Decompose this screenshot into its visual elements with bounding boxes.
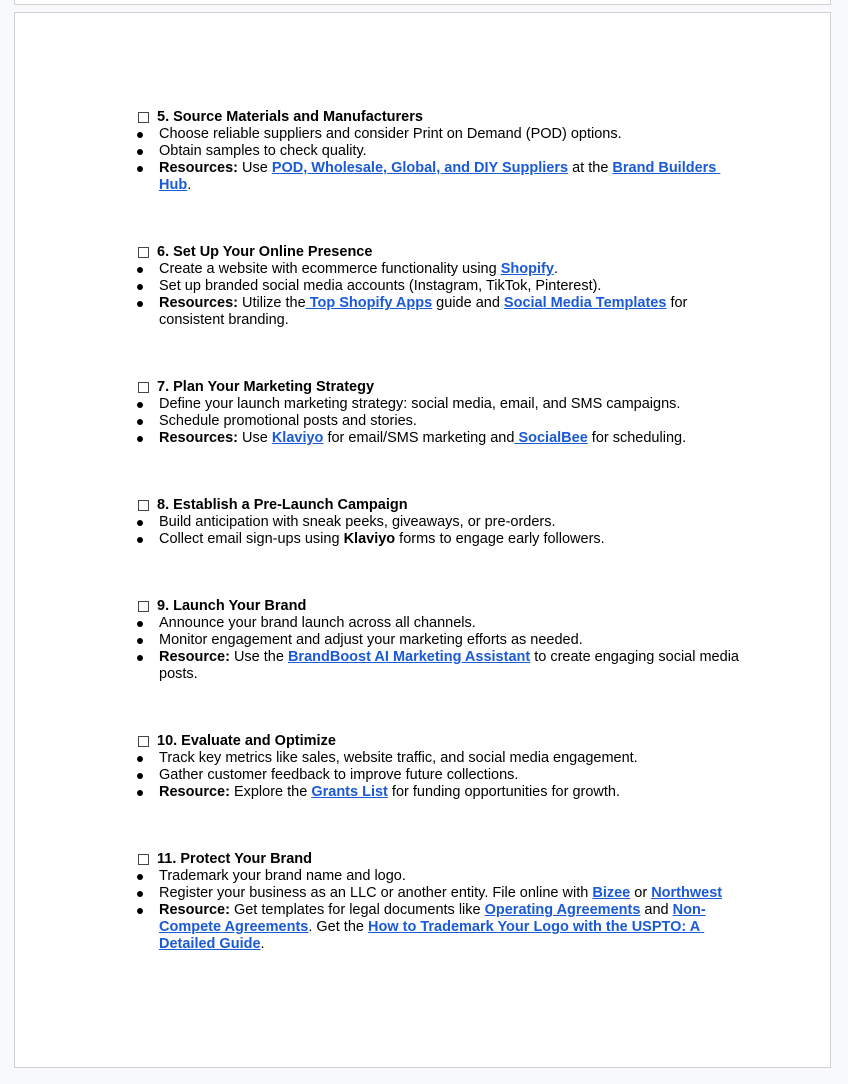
bullet-list bbox=[138, 615, 740, 683]
previous-page-bottom-edge bbox=[14, 0, 831, 5]
bullet-text bbox=[159, 902, 706, 952]
text-segment: or bbox=[630, 885, 652, 901]
bullet-item bbox=[138, 160, 740, 194]
checkbox-icon[interactable] bbox=[138, 854, 149, 865]
bullet-text bbox=[159, 649, 739, 682]
checklist-section bbox=[138, 851, 740, 953]
bullet-text bbox=[159, 514, 556, 530]
bullet-item bbox=[138, 295, 740, 329]
bullet-item bbox=[138, 531, 740, 548]
bullet-icon bbox=[137, 419, 143, 425]
section-title: 11. Protect Your Brand bbox=[157, 851, 312, 867]
text-segment: Get templates for legal documents like bbox=[229, 902, 485, 918]
text-segment: . bbox=[553, 261, 558, 277]
text-segment: Set up branded social media accounts (Instagram, TikTok, Pinterest). bbox=[159, 278, 602, 294]
bullet-item bbox=[138, 126, 740, 143]
text-segment: Create a website with ecommerce functionality using bbox=[159, 261, 501, 277]
checklist-section bbox=[138, 497, 740, 548]
bullet-icon bbox=[137, 874, 143, 880]
link[interactable]: Top Shopify Apps bbox=[305, 295, 433, 311]
text-segment: for email/SMS marketing and bbox=[323, 430, 515, 446]
bullet-icon bbox=[137, 790, 143, 796]
text-segment: Monitor engagement and adjust your marketing efforts as needed. bbox=[159, 632, 583, 648]
text-segment: Track key metrics like sales, website traffic, and social media engagement. bbox=[159, 750, 638, 766]
text-segment: and bbox=[640, 902, 673, 918]
bullet-list bbox=[138, 514, 740, 548]
bullet-item bbox=[138, 413, 740, 430]
bullet-text bbox=[159, 632, 583, 648]
link[interactable]: Northwest bbox=[651, 885, 723, 901]
link[interactable]: Klaviyo bbox=[271, 430, 324, 446]
bullet-item bbox=[138, 615, 740, 632]
bullet-icon bbox=[137, 638, 143, 644]
bullet-icon bbox=[137, 166, 143, 172]
bullet-item bbox=[138, 649, 740, 683]
bullet-text bbox=[159, 615, 476, 631]
section-header bbox=[138, 851, 740, 868]
text-segment: Resources: bbox=[159, 430, 238, 446]
bullet-list bbox=[138, 261, 740, 329]
link[interactable]: BrandBoost AI Marketing Assistant bbox=[287, 649, 531, 665]
bullet-item bbox=[138, 750, 740, 767]
text-segment: Collect email sign-ups using bbox=[159, 531, 344, 547]
bullet-item bbox=[138, 784, 740, 801]
link[interactable]: Grants List bbox=[311, 784, 388, 800]
text-segment: Choose reliable suppliers and consider Print on Demand (POD) options. bbox=[159, 126, 622, 142]
bullet-list bbox=[138, 868, 740, 953]
checklist-section bbox=[138, 598, 740, 683]
bullet-icon bbox=[137, 773, 143, 779]
bullet-icon bbox=[137, 132, 143, 138]
link[interactable]: POD, Wholesale, Global, and DIY Suppliers bbox=[271, 160, 569, 176]
bullet-icon bbox=[137, 402, 143, 408]
bullet-item bbox=[138, 868, 740, 885]
bullet-icon bbox=[137, 284, 143, 290]
bullet-text bbox=[159, 413, 417, 429]
bullet-icon bbox=[137, 149, 143, 155]
bullet-item bbox=[138, 767, 740, 784]
text-segment: . Get the bbox=[308, 919, 368, 935]
text-segment: Schedule promotional posts and stories. bbox=[159, 413, 417, 429]
text-segment: Utilize the bbox=[237, 295, 306, 311]
bullet-text bbox=[159, 430, 686, 446]
text-segment: Klaviyo bbox=[343, 531, 396, 547]
link[interactable]: Operating Agreements bbox=[484, 902, 641, 918]
text-segment: Gather customer feedback to improve future collections. bbox=[159, 767, 519, 783]
checkbox-icon[interactable] bbox=[138, 247, 149, 258]
bullet-text bbox=[159, 143, 367, 159]
text-segment: Resource: bbox=[159, 902, 230, 918]
checklist-section bbox=[138, 244, 740, 329]
bullet-item bbox=[138, 278, 740, 295]
link[interactable]: Non-Compete Agreements bbox=[159, 902, 706, 935]
bullet-text bbox=[159, 750, 638, 766]
text-segment: Trademark your brand name and logo. bbox=[159, 868, 406, 884]
bullet-text bbox=[159, 160, 720, 193]
section-title: 10. Evaluate and Optimize bbox=[157, 733, 336, 749]
bullet-text bbox=[159, 784, 620, 800]
bullet-item bbox=[138, 902, 740, 953]
section-title: 6. Set Up Your Online Presence bbox=[157, 244, 373, 260]
text-segment: Obtain samples to check quality. bbox=[159, 143, 367, 159]
text-segment: for scheduling. bbox=[587, 430, 687, 446]
section-header bbox=[138, 497, 740, 514]
text-segment: Resource: bbox=[159, 649, 230, 665]
bullet-text bbox=[159, 295, 687, 328]
section-header bbox=[138, 109, 740, 126]
section-title: 5. Source Materials and Manufacturers bbox=[157, 109, 423, 125]
section-header bbox=[138, 598, 740, 615]
text-segment: Resource: bbox=[159, 784, 230, 800]
bullet-text bbox=[159, 396, 680, 412]
bullet-icon bbox=[137, 301, 143, 307]
bullet-text bbox=[159, 531, 605, 547]
bullet-text bbox=[159, 261, 558, 277]
link[interactable]: Shopify bbox=[500, 261, 554, 277]
text-segment: Define your launch marketing strategy: social media, email, and SMS campaigns. bbox=[159, 396, 681, 412]
bullet-item bbox=[138, 143, 740, 160]
checklist-section bbox=[138, 733, 740, 801]
bullet-icon bbox=[137, 908, 143, 914]
checklist-section bbox=[138, 379, 740, 447]
text-segment: at the bbox=[568, 160, 613, 176]
text-segment: Build anticipation with sneak peeks, giveaways, or pre-orders. bbox=[159, 514, 556, 530]
text-segment: Resources: bbox=[159, 295, 238, 311]
checklist-section bbox=[138, 109, 740, 194]
checkbox-icon[interactable] bbox=[138, 112, 149, 123]
bullet-icon bbox=[137, 537, 143, 543]
text-segment: . bbox=[260, 936, 265, 952]
checkbox-icon[interactable] bbox=[138, 601, 149, 612]
bullet-icon bbox=[137, 891, 143, 897]
text-segment: . bbox=[187, 177, 192, 193]
document-sections bbox=[15, 13, 740, 953]
bullet-item bbox=[138, 261, 740, 278]
link[interactable]: How to Trademark Your Logo with the USPTO: A Detailed Guide bbox=[159, 919, 705, 952]
link[interactable]: Bizee bbox=[592, 885, 631, 901]
text-segment: Use the bbox=[229, 649, 288, 665]
section-header bbox=[138, 379, 740, 396]
section-title: 7. Plan Your Marketing Strategy bbox=[157, 379, 375, 395]
bullet-list bbox=[138, 750, 740, 801]
bullet-icon bbox=[137, 267, 143, 273]
link[interactable]: Social Media Templates bbox=[503, 295, 667, 311]
bullet-item bbox=[138, 514, 740, 531]
checkbox-icon[interactable] bbox=[138, 500, 149, 511]
checkbox-icon[interactable] bbox=[138, 382, 149, 393]
bullet-icon bbox=[137, 436, 143, 442]
link[interactable]: Brand Builders Hub bbox=[159, 160, 721, 193]
text-segment: for consistent branding. bbox=[159, 295, 688, 328]
bullet-text bbox=[159, 126, 622, 142]
text-segment: for funding opportunities for growth. bbox=[387, 784, 621, 800]
bullet-text bbox=[159, 885, 722, 901]
bullet-item bbox=[138, 885, 740, 902]
text-segment: forms to engage early followers. bbox=[395, 531, 605, 547]
bullet-icon bbox=[137, 756, 143, 762]
text-segment: Use bbox=[237, 430, 272, 446]
bullet-item bbox=[138, 396, 740, 413]
bullet-text bbox=[159, 278, 601, 294]
bullet-list bbox=[138, 396, 740, 447]
bullet-icon bbox=[137, 520, 143, 526]
bullet-text bbox=[159, 868, 406, 884]
text-segment: Announce your brand launch across all channels. bbox=[159, 615, 476, 631]
bullet-list bbox=[138, 126, 740, 194]
bullet-icon bbox=[137, 655, 143, 661]
bullet-item bbox=[138, 430, 740, 447]
bullet-icon bbox=[137, 621, 143, 627]
text-segment: guide and bbox=[432, 295, 504, 311]
section-title: 9. Launch Your Brand bbox=[157, 598, 307, 614]
document-page[interactable] bbox=[14, 12, 831, 1068]
section-title: 8. Establish a Pre-Launch Campaign bbox=[157, 497, 408, 513]
checkbox-icon[interactable] bbox=[138, 736, 149, 747]
bullet-item bbox=[138, 632, 740, 649]
bullet-text bbox=[159, 767, 518, 783]
text-segment: Resources: bbox=[159, 160, 238, 176]
link[interactable]: SocialBee bbox=[514, 430, 588, 446]
section-header bbox=[138, 244, 740, 261]
text-segment: to create engaging social media posts. bbox=[159, 649, 739, 682]
section-header bbox=[138, 733, 740, 750]
text-segment: Explore the bbox=[229, 784, 312, 800]
text-segment: Register your business as an LLC or another entity. File online with bbox=[159, 885, 593, 901]
text-segment: Use bbox=[237, 160, 272, 176]
